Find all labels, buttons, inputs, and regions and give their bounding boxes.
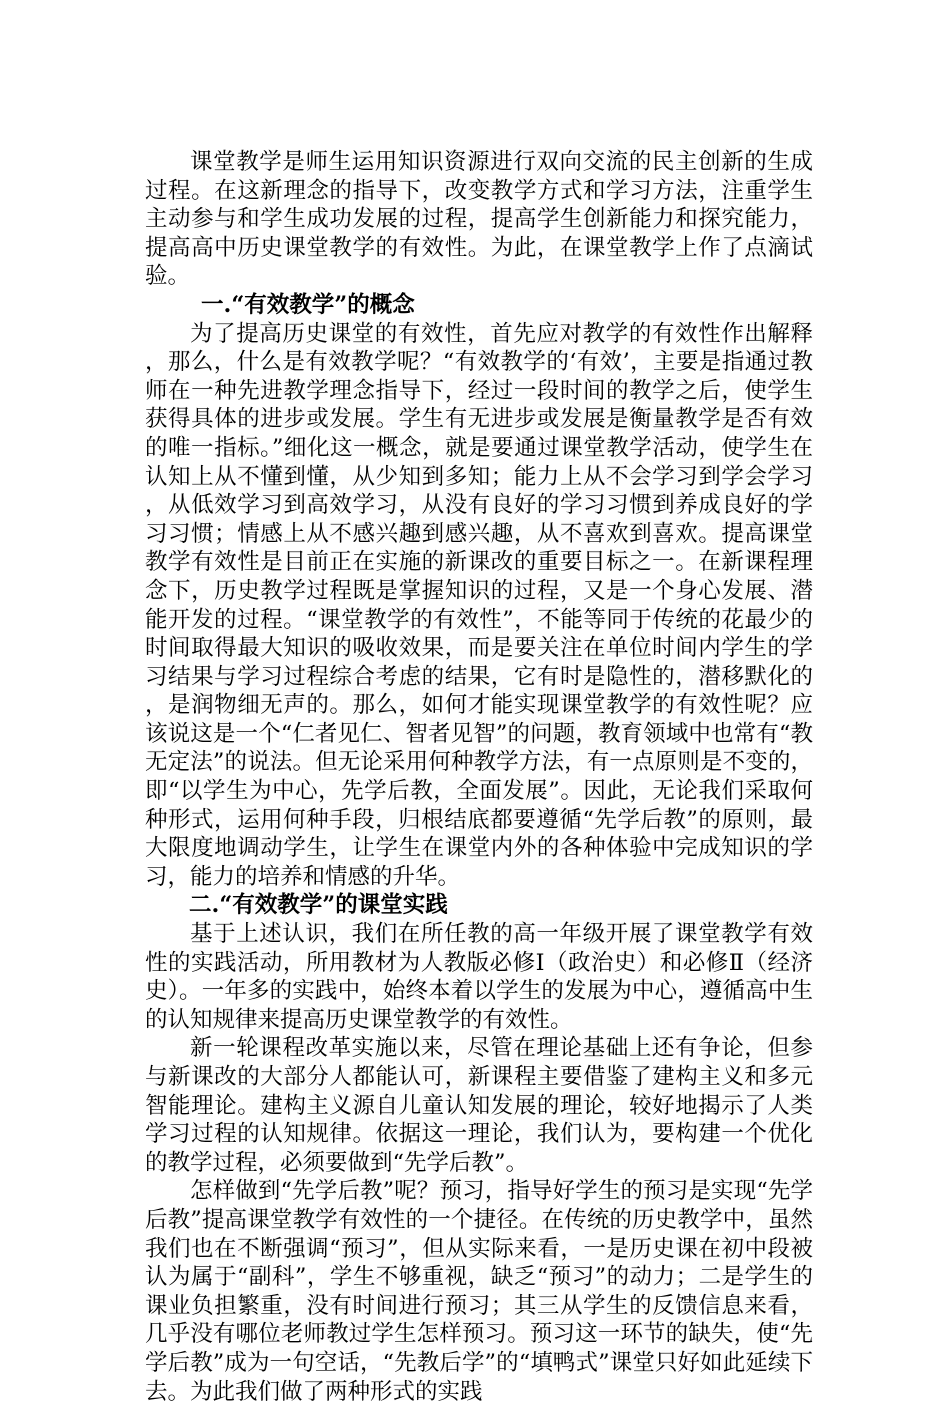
section-1-heading: 一.“有效教学”的概念 bbox=[201, 291, 415, 318]
document-body bbox=[145, 148, 813, 1406]
section-1-paragraph: 为了提高历史课堂的有效性，首先应对教学的有效性作出解释，那么，什么是有效教学呢？“有效教学的‘有效’，主要是指通过教师在一种先进教学理念指导下，经过一段时间的教学之后，使学生获得具体的进步或发展。学生有无进步或发展是衡量教学是否有效的唯一指标。”细化这一概念，就是要通过课堂教学活动，使学生在认知上从不懂到懂，从少知到多知；能力上从不会学习到学会学习，从低效学习到高效学习，从没有良好的学习习惯到养成良好的学习习惯；情感上从不感兴趣到感兴趣，从不喜欢到喜欢。提高课堂教学有效性是目前正在实施的新课改的重要目标之一。在新课程理念下，历史教学过程既是掌握知识的过程，又是一个身心发展、潜能开发的过程。“课堂教学的有效性”，不能等同于传统的花最少的时间取得最大知识的吸收效果，而是要关注在单位时间内学生的学习结果与学习过程综合考虑的结果，它有时是隐性的，潜移默化的，是润物细无声的。那么，如何才能实现课堂教学的有效性呢？应该说这是一个“仁者见仁、智者见智”的问题，教育领域中也常有“教无定法”的说法。但无论采用何种教学方法，有一点原则是不变的，即“以学生为中心，先学后教，全面发展”。因此，无论我们采取何种形式，运用何种手段，归根结底都要遵循“先学后教”的原则，最大限度地调动学生，让学生在课堂内外的各种体验中完成知识的学习，能力的培养和情感的升华。 bbox=[145, 320, 813, 890]
section-2-paragraph-2: 新一轮课程改革实施以来，尽管在理论基础上还有争论，但参与新课改的大部分人都能认可，新课程主要借鉴了建构主义和多元智能理论。建构主义源自儿童认知发展的理论，较好地揭示了人类学习过程的认知规律。依据这一理论，我们认为，要构建一个优化的教学过程，必须要做到“先学后教”。 bbox=[145, 1035, 813, 1176]
section-2-paragraph-3: 怎样做到“先学后教”呢？预习，指导好学生的预习是实现“先学后教”提高课堂教学有效性的一个捷径。在传统的历史教学中，虽然我们也在不断强调“预习”，但从实际来看，一是历史课在初中段被认为属于“副科”，学生不够重视，缺乏“预习”的动力；二是学生的课业负担繁重，没有时间进行预习；其三从学生的反馈信息来看，几乎没有哪位老师教过学生怎样预习。预习这一环节的缺失，使“先学后教”成为一句空话，“先教后学”的“填鸭式”课堂只好如此延续下去。为此我们做了两种形式的实践 bbox=[145, 1178, 813, 1405]
section-2-heading: 二.“有效教学”的课堂实践 bbox=[189, 892, 448, 919]
intro-paragraph: 课堂教学是师生运用知识资源进行双向交流的民主创新的生成过程。在这新理念的指导下，改变教学方式和学习方法，注重学生主动参与和学生成功发展的过程，提高学生创新能力和探究能力，提高高中历史课堂教学的有效性。为此，在课堂教学上作了点滴试验。 bbox=[145, 149, 813, 290]
section-2-paragraph-1: 基于上述认识，我们在所任教的高一年级开展了课堂教学有效性的实践活动，所用教材为人教版必修Ⅰ（政治史）和必修Ⅱ（经济史）。一年多的实践中，始终本着以学生的发展为中心，遵循高中生的认知规律来提高历史课堂教学的有效性。 bbox=[145, 921, 813, 1033]
